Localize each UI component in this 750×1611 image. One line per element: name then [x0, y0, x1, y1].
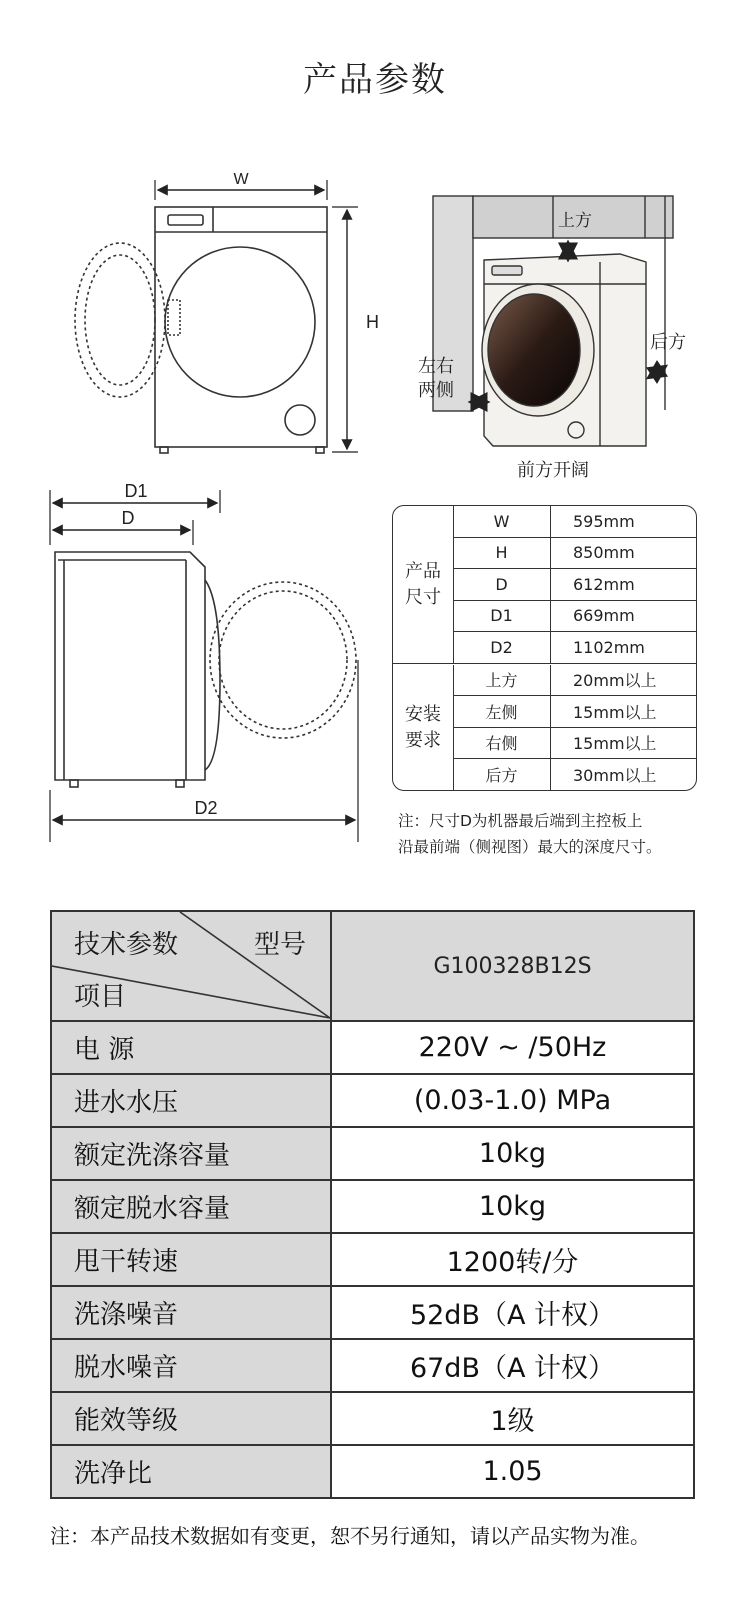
- install-group: [393, 665, 696, 791]
- table-row: 额定脱水容量 10kg: [52, 1181, 693, 1234]
- spec-table: [50, 910, 695, 1499]
- model-value: G100328B12S: [332, 912, 693, 1020]
- h-label: H: [366, 312, 379, 332]
- table-row: 右侧 15mm以上: [453, 728, 696, 760]
- table-row: 进水水压 (0.03-1.0) MPa: [52, 1075, 693, 1128]
- footer-note: 注：本产品技术数据如有变更，恕不另行通知，请以产品实物为准。: [50, 1524, 650, 1548]
- table-row: D2 1102mm: [453, 632, 696, 664]
- side-view-washer: [55, 552, 356, 787]
- front-view-washer: [75, 207, 327, 453]
- size-group-label-line2: 尺寸: [405, 586, 441, 608]
- install-group-label-line2: 要求: [405, 729, 441, 751]
- table-row: 能效等级 1级: [52, 1393, 693, 1446]
- table-row: 脱水噪音 67dB（A 计权）: [52, 1340, 693, 1393]
- table-row: 电 源 220V ~ /50Hz: [52, 1022, 693, 1075]
- table-row: W 595mm: [453, 506, 696, 538]
- table-row: 甩干转速 1200转/分: [52, 1234, 693, 1287]
- top-label: 上方: [558, 211, 592, 230]
- sides-label-line2: 两侧: [418, 380, 454, 400]
- dimension-note: 注：尺寸D为机器最后端到主控板上 沿最前端（侧视图）最大的深度尺寸。: [398, 812, 662, 856]
- table-row: 洗涤噪音 52dB（A 计权）: [52, 1287, 693, 1340]
- w-label: W: [233, 171, 249, 188]
- rear-label: 后方: [650, 332, 686, 352]
- table-row: 洗净比 1.05: [52, 1446, 693, 1499]
- d1-label: D1: [124, 481, 148, 501]
- d-label: D: [121, 508, 135, 528]
- page-title: 产品参数: [303, 60, 447, 100]
- tech-params-label: 技术参数: [74, 930, 179, 960]
- table-row: 左侧 15mm以上: [453, 696, 696, 728]
- table-row: 后方 30mm以上: [453, 759, 696, 791]
- d2-label: D2: [194, 798, 218, 818]
- spec-table-header: [52, 912, 693, 1022]
- size-group: [393, 506, 696, 663]
- table-row: 上方 20mm以上: [453, 665, 696, 697]
- table-row: 额定洗涤容量 10kg: [52, 1128, 693, 1181]
- item-label: 项目: [74, 982, 127, 1012]
- sides-label-line1: 左右: [418, 356, 454, 376]
- table-row: D1 669mm: [453, 601, 696, 633]
- front-label: 前方开阔: [517, 460, 589, 480]
- size-group-label-line1: 产品: [405, 560, 441, 582]
- table-row: H 850mm: [453, 538, 696, 570]
- installation-view: [433, 196, 673, 446]
- dimension-table: [392, 505, 697, 791]
- install-group-label-line1: 安装: [405, 703, 441, 725]
- table-row: D 612mm: [453, 569, 696, 601]
- model-label: 型号: [253, 930, 306, 960]
